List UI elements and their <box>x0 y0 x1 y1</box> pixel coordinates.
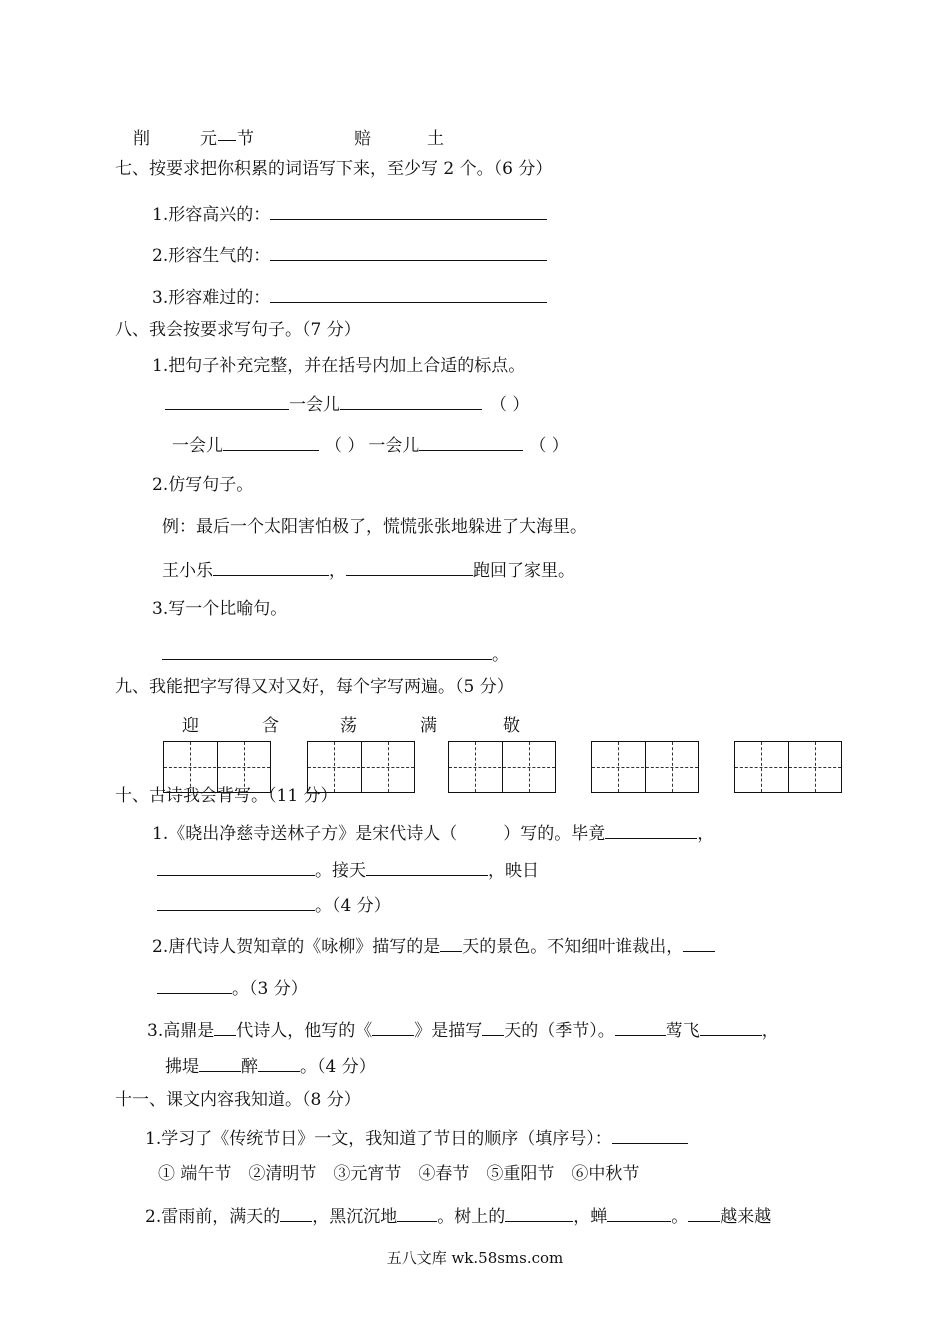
sec10-q1-line-2 <box>157 857 539 882</box>
answer-blank[interactable] <box>157 975 232 994</box>
answer-blank[interactable] <box>612 1125 688 1144</box>
sec8-q1-line-2 <box>172 432 569 457</box>
sec11-options <box>158 1163 639 1185</box>
sec7-item-label: 1.形容高兴的： <box>152 205 271 225</box>
practice-char: 满 <box>420 716 437 736</box>
footer-watermark: 五八文库 wk.58sms.com <box>386 1249 564 1267</box>
top-char: 元 <box>200 129 217 149</box>
section-10-title: 十、古诗我会背写。（11 分） <box>115 786 338 806</box>
sec10-q3-line-2 <box>165 1053 376 1078</box>
wang-text: 王小乐 <box>162 561 213 581</box>
section-9-title: 九、我能把字写得又对又好，每个字写两遍。（5 分） <box>115 677 514 697</box>
sec11-q2-text: 2.雷雨前，满天的 <box>145 1207 281 1227</box>
answer-blank[interactable] <box>688 1203 720 1222</box>
answer-blank[interactable] <box>270 242 547 261</box>
sec10-q2-line-1 <box>152 933 715 958</box>
sec10-q3-text: 拂堤 <box>165 1057 199 1077</box>
sec10-q3-text: 》是描写 <box>414 1021 483 1041</box>
answer-blank[interactable] <box>165 391 289 410</box>
answer-blank[interactable] <box>683 933 715 952</box>
yihuier-text: 一会儿 <box>368 436 420 456</box>
festival-option: ⑥中秋节 <box>571 1164 640 1184</box>
practice-char: 含 <box>262 716 279 736</box>
sec10-q1-text: ，映日 <box>488 861 539 881</box>
sec10-q2-line-2 <box>157 975 308 1000</box>
sec10-q1-line-3 <box>157 892 391 917</box>
answer-blank[interactable] <box>397 1203 437 1222</box>
top-char: 土 <box>427 129 444 149</box>
answer-blank[interactable] <box>157 857 315 876</box>
sec11-q2-text: 越来越 <box>720 1207 772 1227</box>
sec11-q1-text: 1.学习了《传统节日》一文，我知道了节日的顺序（填序号）： <box>145 1129 612 1149</box>
sec10-q3-text: 。（4 分） <box>300 1057 376 1077</box>
sec10-q1-text: ， <box>697 824 715 844</box>
practice-char: 迎 <box>182 716 199 736</box>
answer-blank[interactable] <box>372 1017 414 1036</box>
practice-char: 荡 <box>340 716 357 736</box>
sec10-q2-text: 天的景色。不知细叶谁裁出， <box>462 937 684 957</box>
top-char: 削 <box>133 129 150 149</box>
sec7-item-label: 3.形容难过的： <box>152 288 271 308</box>
writing-grid[interactable] <box>591 741 699 793</box>
writing-grid[interactable] <box>448 741 556 793</box>
sec10-q1-text: 。接天 <box>315 861 366 881</box>
sec10-q2-text: 2.唐代诗人贺知章的《咏柳》描写的是 <box>152 937 441 957</box>
sec10-q2-text: 。（3 分） <box>232 979 308 999</box>
answer-blank[interactable] <box>214 1017 236 1036</box>
answer-blank[interactable] <box>270 284 547 303</box>
answer-blank[interactable] <box>366 857 488 876</box>
sec10-q1-text: 1.《晓出净慈寺送林子方》是宋代诗人（ <box>152 824 458 844</box>
answer-blank[interactable] <box>157 892 315 911</box>
sec7-item-1 <box>152 201 547 226</box>
sec11-q1 <box>145 1125 688 1150</box>
writing-grid[interactable] <box>734 741 842 793</box>
sec10-q3-text: 醉 <box>241 1057 258 1077</box>
sec8-q3: 3.写一个比喻句。 <box>152 599 288 619</box>
section-7-title: 七、按要求把你积累的词语写下来，至少写 2 个。（6 分） <box>115 159 553 179</box>
answer-blank[interactable] <box>482 1017 504 1036</box>
yihuier-text: 一会儿 <box>172 436 223 456</box>
sec11-q2 <box>145 1203 771 1228</box>
answer-blank[interactable] <box>340 391 482 410</box>
sec10-q1-line-1 <box>152 820 714 845</box>
sec8-q1-line-1 <box>165 391 529 416</box>
festival-option: ②清明节 <box>248 1164 317 1184</box>
answer-blank[interactable] <box>162 641 492 660</box>
sec11-q2-text: 。 <box>671 1207 689 1227</box>
festival-option: ⑤重阳节 <box>486 1164 555 1184</box>
answer-blank[interactable] <box>223 432 319 451</box>
sec7-item-2 <box>152 242 547 267</box>
sec8-example: 例：最后一个太阳害怕极了，慌慌张张地躲进了大海里。 <box>162 517 587 537</box>
answer-blank[interactable] <box>270 201 547 220</box>
sec8-q2: 2.仿写句子。 <box>152 475 254 495</box>
answer-blank[interactable] <box>440 933 462 952</box>
punctuation-paren[interactable]: （ ） <box>490 395 530 415</box>
sec10-q3-text: 3.高鼎是 <box>147 1021 215 1041</box>
festival-option: ③元宵节 <box>333 1164 402 1184</box>
sec7-item-label: 2.形容生气的： <box>152 246 271 266</box>
punctuation-paren[interactable]: （ ） <box>529 436 569 456</box>
sec10-q1-text: ）写的。毕竟 <box>503 824 606 844</box>
sec10-q3-text: 代诗人，他写的《 <box>236 1021 373 1041</box>
sec8-imitation-line <box>162 557 575 582</box>
answer-blank[interactable] <box>199 1053 241 1072</box>
section-8-title: 八、我会按要求写句子。（7 分） <box>115 320 361 340</box>
sec8-simile-line <box>162 641 509 666</box>
sec10-q3-text: 天的（季节）。 <box>504 1021 615 1041</box>
period-text: 。 <box>492 645 509 665</box>
yihuier-text: 一会儿 <box>289 395 340 415</box>
answer-blank[interactable] <box>258 1053 300 1072</box>
sec10-q3-line-1 <box>147 1017 779 1042</box>
sec10-q3-text: 莺飞 <box>665 1021 700 1041</box>
top-char: 赔 <box>354 129 371 149</box>
answer-blank[interactable] <box>505 1203 573 1222</box>
blank-line[interactable] <box>218 140 236 141</box>
punctuation-paren[interactable]: （ ） <box>325 436 365 456</box>
section-11-title: 十一、课文内容我知道。（8 分） <box>115 1090 361 1110</box>
top-char: 节 <box>237 129 254 149</box>
answer-blank[interactable] <box>615 1017 666 1036</box>
answer-blank[interactable] <box>605 820 697 839</box>
answer-blank[interactable] <box>213 557 329 576</box>
paohui-text: 跑回了家里。 <box>473 561 575 581</box>
answer-blank[interactable] <box>280 1203 312 1222</box>
answer-blank[interactable] <box>700 1017 762 1036</box>
sec10-q1-text: 。（4 分） <box>315 896 391 916</box>
answer-blank[interactable] <box>419 432 523 451</box>
festival-option: ① 端午节 <box>158 1164 232 1184</box>
practice-char: 敬 <box>503 716 520 736</box>
sec11-q2-text: ，蝉 <box>573 1207 608 1227</box>
sec10-q3-text: ， <box>761 1021 779 1041</box>
answer-blank[interactable] <box>346 557 473 576</box>
sec8-q1: 1.把句子补充完整，并在括号内加上合适的标点。 <box>152 356 526 376</box>
festival-option: ④春节 <box>418 1164 470 1184</box>
sec11-q2-text: ，黑沉沉地 <box>312 1207 398 1227</box>
sec11-q2-text: 。树上的 <box>437 1207 506 1227</box>
sec7-item-3 <box>152 284 547 309</box>
comma-text: ， <box>329 561 346 581</box>
answer-blank[interactable] <box>607 1203 671 1222</box>
